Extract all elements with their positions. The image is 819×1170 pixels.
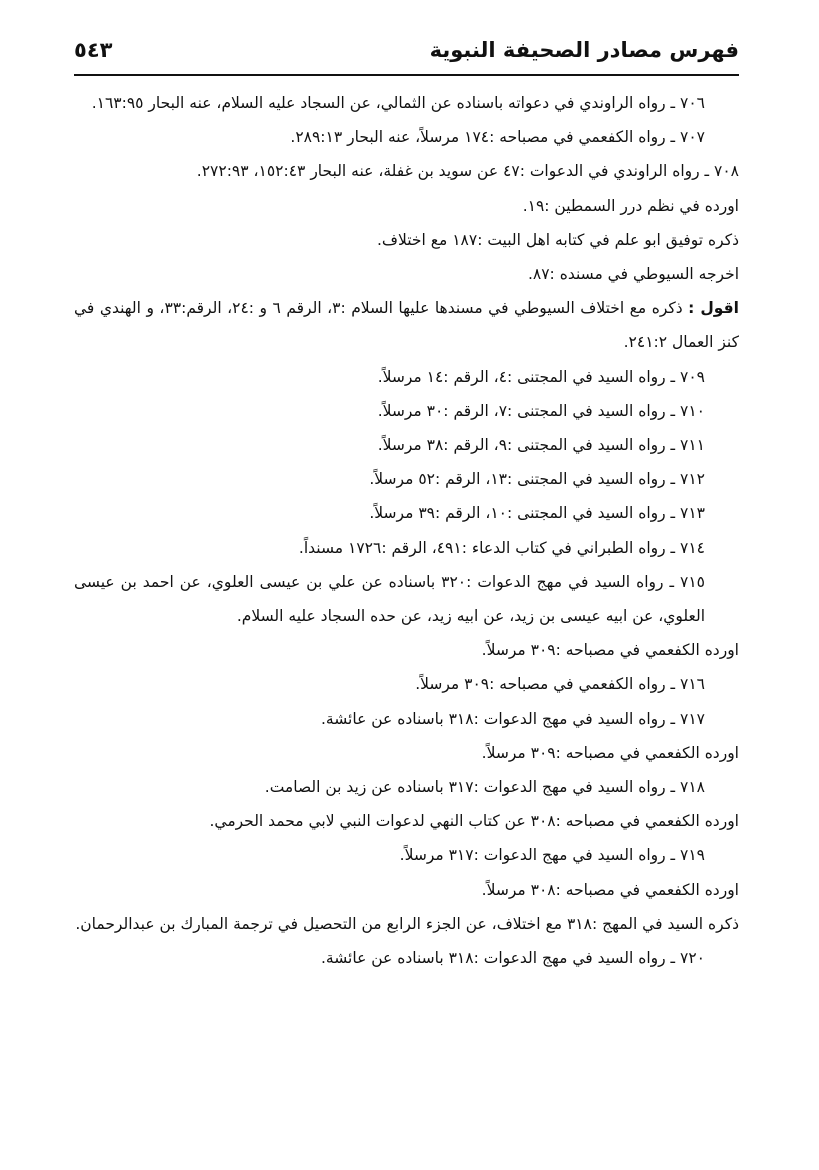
note-line: اورده الكفعمي في مصباحه :٣٠٩ مرسلاً.: [481, 641, 739, 660]
header-rule: [74, 74, 739, 76]
note-line: اورده الكفعمي في مصباحه :٣٠٩ مرسلاً.: [481, 743, 739, 762]
aqool-label: اقول :: [688, 299, 739, 318]
running-title: فهرس مصادر الصحيفة النبوية: [429, 38, 739, 62]
entry-707: ٧٠٧ ـ رواه الكفعمي في مصباحه :١٧٤ مرسلاً، عنه البحار ٢٨٩:١٣.: [290, 128, 705, 147]
entry-713: ٧١٣ ـ رواه السيد في المجتنى :١٠، الرقم :٣٩ مرسلاً.: [369, 504, 705, 523]
entry-706: ٧٠٦ ـ رواه الراوندي في دعواته باسناده عن الثمالي، عن السجاد عليه السلام، عنه البحار ١٦٣:٩٥.: [91, 94, 705, 112]
entry-708: ٧٠٨ ـ رواه الراوندي في الدعوات :٤٧ عن سويد بن غفلة، عنه البحار ١٥٢:٤٣، ٢٧٢:٩٣.: [196, 162, 739, 181]
page-header: [74, 28, 739, 72]
entry-718: ٧١٨ ـ رواه السيد في مهج الدعوات :٣١٧ باسناده عن زيد بن الصامت.: [264, 778, 705, 797]
entry-710: ٧١٠ ـ رواه السيد في المجتنى :٧، الرقم :٣٠ مرسلاً.: [377, 401, 705, 420]
note-line: اورده الكفعمي في مصباحه :٣٠٨ مرسلاً.: [481, 880, 739, 899]
aqool-note: [74, 291, 739, 359]
entry-716: ٧١٦ ـ رواه الكفعمي في مصباحه :٣٠٩ مرسلاً.: [415, 675, 705, 694]
aqool-text: ذكره مع اختلاف السيوطي في مسندها عليها السلام :٣، الرقم ٦ و :٢٤، الرقم:٣٣، و الهندي في كنز العمال ٢٤١:٢.: [74, 299, 739, 352]
entry-715: ٧١٥ ـ رواه السيد في مهج الدعوات :٣٢٠ باسناده عن علي بن عيسى العلوي، عن احمد بن عيسى العلوي، عن ابيه عيسى بن زيد، عن ابيه زيد، عن حده السجاد عليه السلام.: [74, 572, 706, 626]
entry-711: ٧١١ ـ رواه السيد في المجتنى :٩، الرقم :٣٨ مرسلاً.: [377, 436, 705, 455]
entry-717: ٧١٧ ـ رواه السيد في مهج الدعوات :٣١٨ باسناده عن عائشة.: [320, 709, 705, 728]
page-number: ٥٤٣: [74, 38, 113, 62]
page-body: [74, 86, 739, 975]
note-line: اخرجه السيوطي في مسنده :٨٧.: [527, 265, 739, 284]
entry-712: ٧١٢ ـ رواه السيد في المجتنى :١٣، الرقم :٥٢ مرسلاً.: [369, 470, 705, 489]
entry-720: ٧٢٠ ـ رواه السيد في مهج الدعوات :٣١٨ باسناده عن عائشة.: [320, 949, 705, 968]
note-line: ذكره السيد في المهج :٣١٨ مع اختلاف، عن الجزء الرابع من التحصيل في ترجمة المبارك بن عبدالرحمان.: [75, 914, 739, 933]
note-line: اورده في نظم درر السمطين :١٩.: [522, 196, 739, 215]
note-line: اورده الكفعمي في مصباحه :٣٠٨ عن كتاب النهي لدعوات النبي لابي محمد الحرمي.: [209, 812, 739, 831]
note-line: ذكره توفيق ابو علم في كتابه اهل البيت :١٨٧ مع اختلاف.: [376, 230, 739, 249]
entry-714: ٧١٤ ـ رواه الطبراني في كتاب الدعاء :٤٩١، الرقم :١٧٢٦ مسنداً.: [298, 538, 705, 557]
entry-709: ٧٠٩ ـ رواه السيد في المجتنى :٤، الرقم :١٤ مرسلاً.: [377, 367, 705, 386]
entry-719: ٧١٩ ـ رواه السيد في مهج الدعوات :٣١٧ مرسلاً.: [399, 846, 705, 865]
